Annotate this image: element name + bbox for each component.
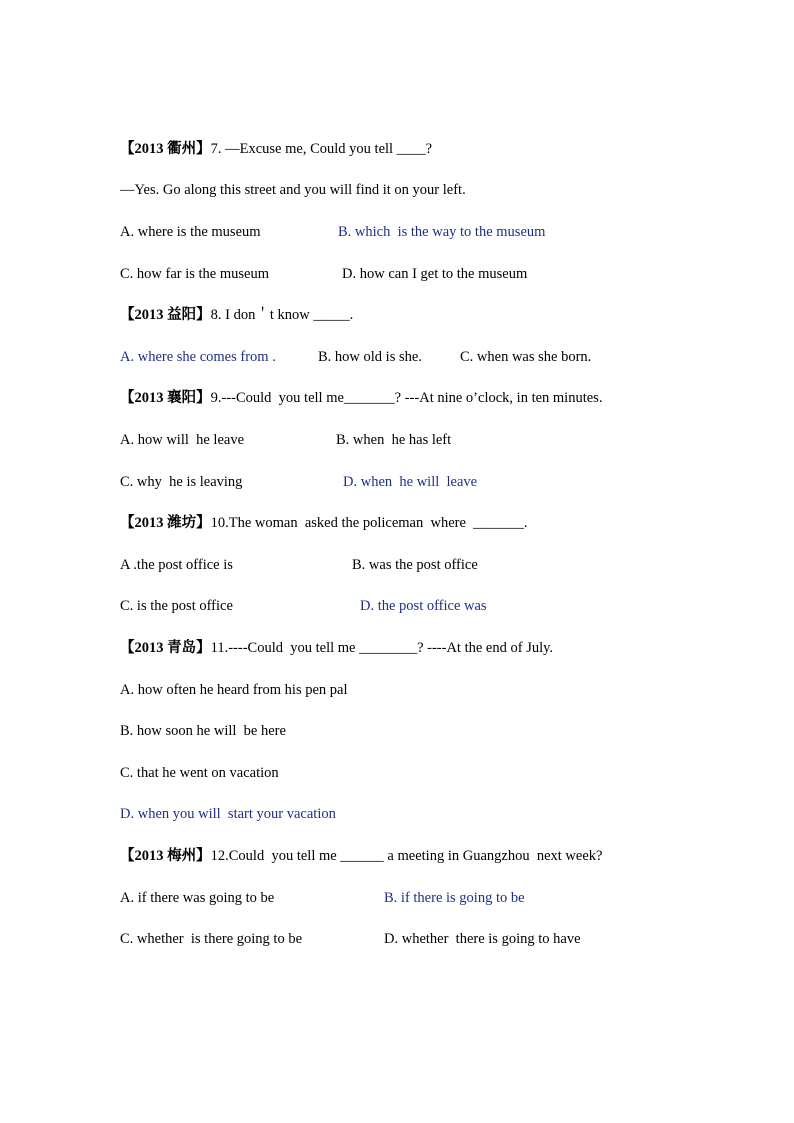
option-b-answer: B. which is the way to the museum [338,224,546,240]
question-tag: 【2013 梅州】 [120,848,211,864]
question-9-stem: 【2013 襄阳】9.---Could you tell me_______? ---At nine o’clock, in ten minutes. [120,390,603,406]
option-a: A. where is the museum [120,224,261,240]
option-c: C. that he went on vacation [120,765,279,781]
question-tag: 【2013 潍坊】 [120,515,211,531]
option-a: A. if there was going to be [120,890,275,906]
question-tag: 【2013 衢州】 [120,141,211,157]
question-7-reply: —Yes. Go along this street and you will find it on your left. [120,182,466,198]
option-d-answer: D. when you will start your vacation [120,806,336,822]
option-b: B. when he has left [336,432,452,448]
option-d: D. whether there is going to have [384,931,581,947]
option-b: B. was the post office [352,557,478,573]
option-b: B. how old is she. [318,349,422,365]
option-a: A. how often he heard from his pen pal [120,682,348,698]
option-a: A .the post office is [120,557,233,573]
option-a: A. how will he leave [120,432,245,448]
option-b: B. how soon he will be here [120,723,286,739]
question-10-stem: 【2013 潍坊】10.The woman asked the policeman where _______. [120,515,528,531]
question-12-stem: 【2013 梅州】12.Could you tell me ______ a meeting in Guangzhou next week? [120,848,603,864]
option-c: C. when was she born. [460,349,592,365]
option-a-answer: A. where she comes from . [120,349,276,365]
question-tag: 【2013 青岛】 [120,640,211,656]
option-b-answer: B. if there is going to be [384,890,525,906]
option-c: C. why he is leaving [120,474,243,490]
question-11-stem: 【2013 青岛】11.----Could you tell me ________? ----At the end of July. [120,640,554,656]
option-d: D. how can I get to the museum [342,266,528,282]
option-c: C. whether is there going to be [120,931,303,947]
option-c: C. is the post office [120,598,233,614]
option-c: C. how far is the museum [120,266,270,282]
option-d-answer: D. the post office was [360,598,487,614]
question-tag: 【2013 襄阳】 [120,390,211,406]
question-8-stem: 【2013 益阳】8. I don＇t know _____. [120,307,354,323]
option-d-answer: D. when he will leave [343,474,478,490]
question-tag: 【2013 益阳】 [120,307,211,323]
question-7-stem: 【2013 衢州】7. —Excuse me, Could you tell ____? [120,141,433,157]
